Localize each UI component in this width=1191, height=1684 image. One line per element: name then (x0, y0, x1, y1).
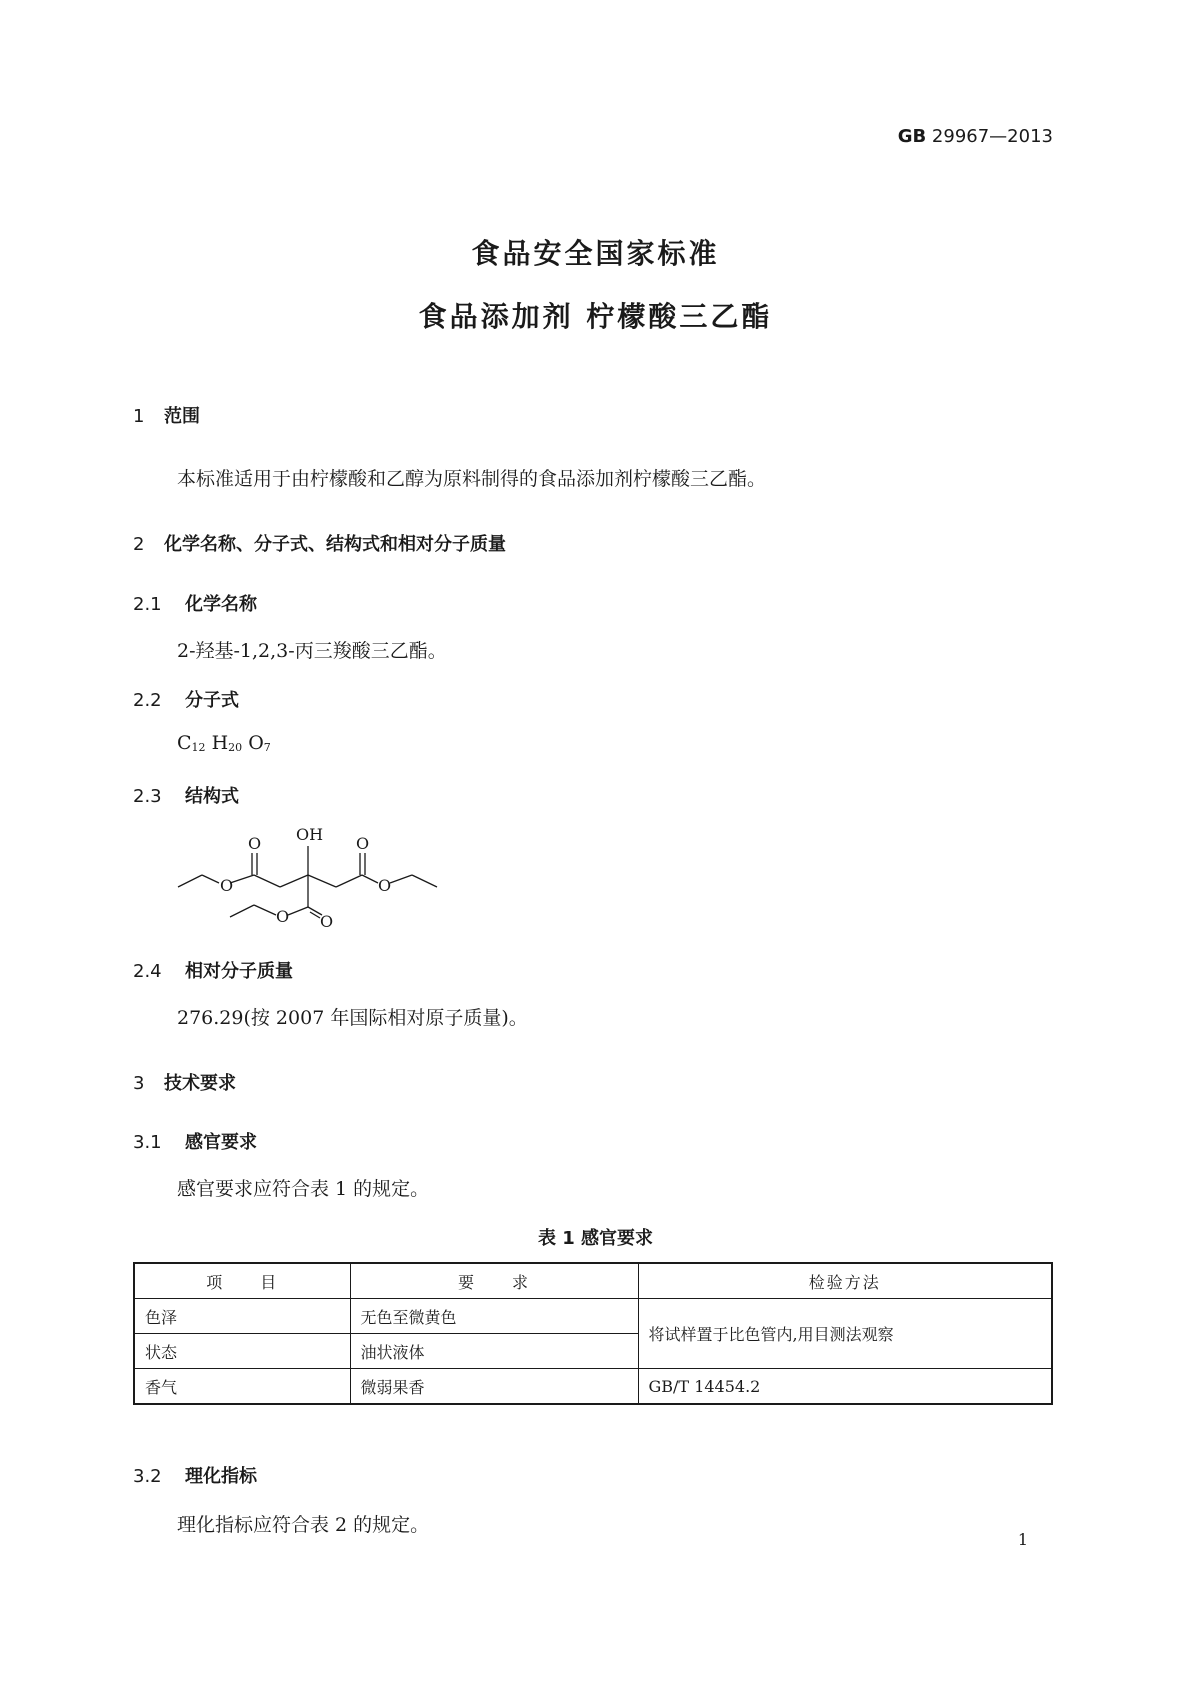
table-cell-requirement: 微弱果香 (350, 1369, 638, 1405)
table-1-caption: 表 1 感官要求 (537, 1228, 654, 1249)
table-header-row (134, 1263, 1052, 1299)
ester-oxygen-label: O (220, 876, 234, 895)
table-cell-item: 状态 (134, 1334, 350, 1369)
structural-formula-bonds (178, 846, 437, 918)
table-header-method: 检验方法 (638, 1263, 1052, 1299)
section-2-1-body: 2-羟基-1,2,3-丙三羧酸三乙酯。 (177, 640, 447, 662)
table-header-requirement: 要 求 (350, 1263, 638, 1299)
section-3-2-body: 理化指标应符合表 2 的规定。 (177, 1514, 430, 1536)
table-row (134, 1369, 1052, 1405)
standard-code (898, 126, 1053, 147)
section-1-body: 本标准适用于由柠檬酸和乙醇为原料制得的食品添加剂柠檬酸三乙酯。 (177, 468, 767, 490)
hydroxyl-label: OH (296, 825, 324, 844)
molecular-formula (177, 732, 271, 754)
section-title: 技术要求 (164, 1073, 236, 1094)
standard-code-number: 29967—2013 (931, 126, 1053, 147)
carbonyl-oxygen-label: O (248, 834, 262, 853)
formula-subscript: 12 (191, 741, 206, 754)
section-1-heading (133, 402, 200, 428)
carbonyl-oxygen-label: O (320, 912, 334, 931)
section-title: 分子式 (185, 690, 239, 711)
section-title: 感官要求 (185, 1132, 257, 1153)
ester-oxygen-label: O (378, 876, 392, 895)
table-cell-requirement: 无色至微黄色 (350, 1299, 638, 1334)
section-2-heading (133, 530, 506, 556)
section-2-3-heading (133, 782, 239, 808)
section-title: 理化指标 (185, 1466, 257, 1487)
table-cell-method: GB/T 14454.2 (638, 1369, 1052, 1405)
ester-oxygen-label: O (276, 907, 290, 926)
section-number: 2 (133, 534, 145, 555)
section-2-4-heading (133, 957, 293, 983)
section-title: 范围 (164, 406, 200, 427)
formula-subscript: 7 (263, 741, 271, 754)
table-header-item: 项 目 (134, 1263, 350, 1299)
section-3-1-heading (133, 1128, 257, 1154)
table-row (134, 1299, 1052, 1334)
section-number: 1 (133, 406, 145, 427)
formula-element: O (248, 732, 264, 754)
section-number: 2.1 (133, 594, 162, 615)
formula-element: C (177, 732, 192, 754)
section-number: 2.4 (133, 961, 162, 982)
page-number: 1 (1017, 1530, 1028, 1549)
table-cell-item: 香气 (134, 1369, 350, 1405)
formula-subscript: 20 (228, 741, 243, 754)
table-cell-item: 色泽 (134, 1299, 350, 1334)
document-subtitle: 食品添加剂 柠檬酸三乙酯 (418, 300, 773, 333)
table-cell-method: 将试样置于比色管内,用目测法观察 (638, 1299, 1052, 1369)
standard-code-prefix: GB (897, 126, 927, 147)
section-number: 2.3 (133, 786, 162, 807)
carbonyl-oxygen-label: O (356, 834, 370, 853)
section-3-2-heading (133, 1462, 257, 1488)
section-number: 2.2 (133, 690, 162, 711)
formula-element: H (211, 732, 229, 754)
document-title: 食品安全国家标准 (471, 237, 720, 270)
section-number: 3 (133, 1073, 145, 1094)
section-title: 相对分子质量 (185, 961, 293, 982)
table-cell-requirement: 油状液体 (350, 1334, 638, 1369)
section-2-4-body: 276.29(按 2007 年国际相对原子质量)。 (177, 1007, 528, 1029)
section-3-1-body: 感官要求应符合表 1 的规定。 (177, 1178, 430, 1200)
section-2-2-heading (133, 686, 239, 712)
section-2-1-heading (133, 590, 257, 616)
section-3-heading (133, 1069, 236, 1095)
section-title: 结构式 (185, 786, 239, 807)
structural-formula-diagram (170, 820, 440, 935)
section-number: 3.1 (133, 1132, 162, 1153)
section-title: 化学名称、分子式、结构式和相对分子质量 (164, 534, 506, 555)
section-title: 化学名称 (185, 594, 257, 615)
section-number: 3.2 (133, 1466, 162, 1487)
table-sensory-requirements (133, 1262, 1053, 1405)
